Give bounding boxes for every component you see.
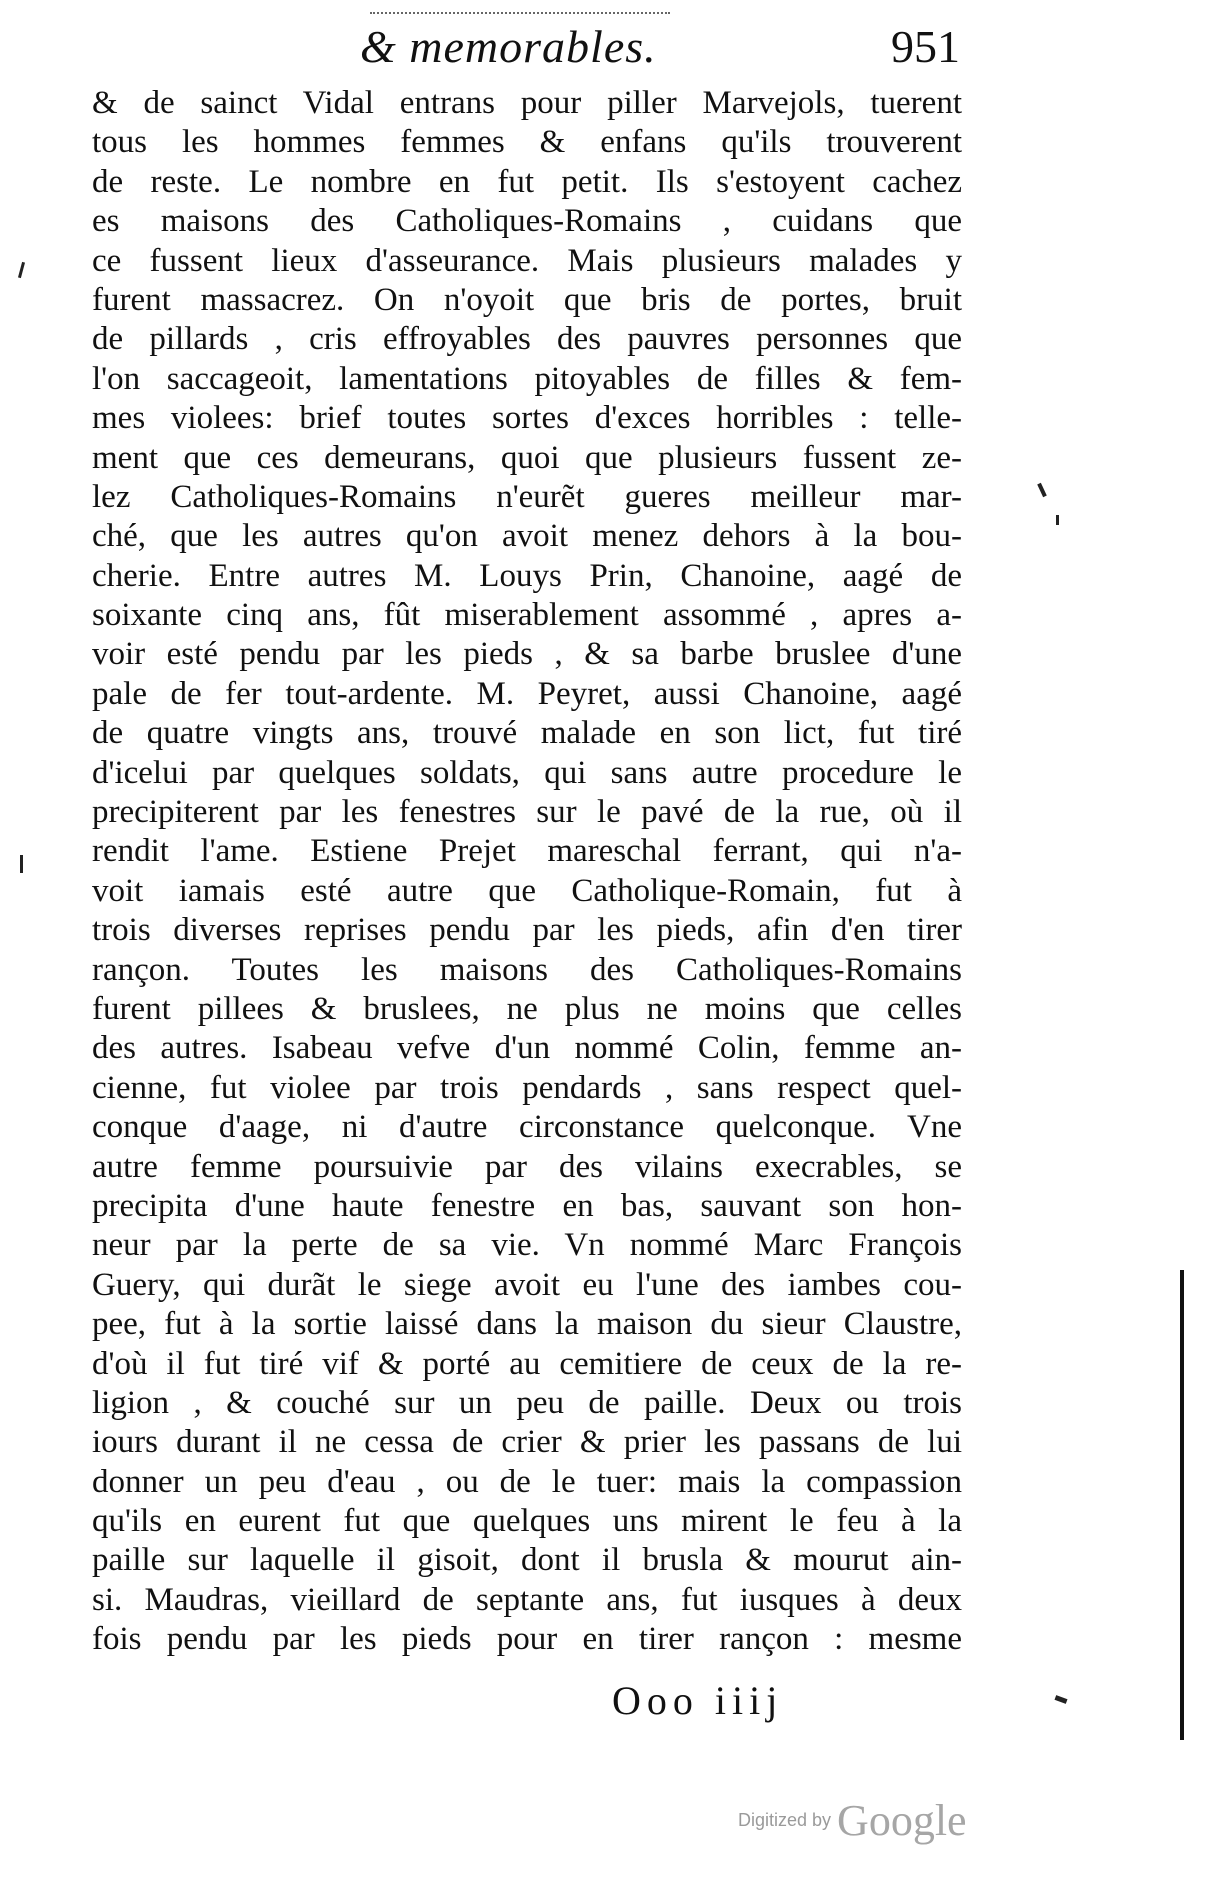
watermark-prefix: Digitized by (738, 1810, 832, 1830)
text-line: de quatre vingts ans, trouvé malade en son lict, fut tiré (92, 715, 962, 752)
text-line: precipita d'une haute fenestre en bas, sauvant son hon- (92, 1187, 962, 1224)
ink-speck (20, 855, 23, 873)
page-edge-shadow (1180, 1270, 1184, 1740)
text-line: des autres. Isabeau vefve d'un nommé Colin, femme an- (92, 1030, 962, 1067)
text-line: neur par la perte de sa vie. Vn nommé Marc François (92, 1227, 962, 1264)
text-line: fois pendu par les pieds pour en tirer rançon : mesme (92, 1621, 962, 1658)
text-line: ligion , & couché sur un peu de paille. Deux ou trois (92, 1384, 962, 1421)
text-line: pee, fut à la sortie laissé dans la maison du sieur Claustre, (92, 1306, 962, 1343)
text-line: voit iamais esté autre que Catholique-Romain, fut à (92, 872, 962, 909)
header-rule (370, 12, 670, 14)
running-head: & memorables. (360, 21, 657, 72)
text-line: rançon. Toutes les maisons des Catholiques-Romains (92, 951, 962, 988)
text-line: rendit l'ame. Estiene Prejet mareschal ferrant, qui n'a- (92, 833, 962, 870)
text-line: pale de fer tout-ardente. M. Peyret, aussi Chanoine, aagé (92, 675, 962, 712)
text-line: ce fussent lieux d'asseurance. Mais plusieurs malades y (92, 242, 962, 279)
signature-mark: Ooo iiij (612, 1678, 784, 1723)
text-line: donner un peu d'eau , ou de le tuer: mais la compassion (92, 1463, 962, 1500)
digitized-watermark (738, 1795, 967, 1846)
text-line: precipiterent par les fenestres sur le pavé de la rue, où il (92, 794, 962, 831)
text-line: iours durant il ne cessa de crier & prier les passans de lui (92, 1424, 962, 1461)
text-line: de reste. Le nombre en fut petit. Ils s'estoyent cachez (92, 163, 962, 200)
text-line: si. Maudras, vieillard de septante ans, fut iusques à deux (92, 1581, 962, 1618)
text-line: conque d'aage, ni d'autre circonstance quelconque. Vne (92, 1109, 962, 1146)
text-line: de pillards , cris effroyables des pauvres personnes que (92, 321, 962, 358)
text-line: furent massacrez. On n'oyoit que bris de portes, bruit (92, 281, 962, 318)
text-line: cienne, fut violee par trois pendards , sans respect quel- (92, 1069, 962, 1106)
ink-speck (1055, 1695, 1068, 1704)
ink-speck (1056, 515, 1059, 525)
ink-speck (1037, 483, 1047, 497)
body-text (92, 84, 962, 1660)
page-header (90, 20, 960, 80)
text-line: ché, que les autres qu'on avoit menez dehors à la bou- (92, 518, 962, 555)
text-line: paille sur laquelle il gisoit, dont il brusla & mourut ain- (92, 1542, 962, 1579)
text-line: d'icelui par quelques soldats, qui sans autre procedure le (92, 754, 962, 791)
text-line: tous les hommes femmes & enfans qu'ils trouverent (92, 124, 962, 161)
text-line: d'où il fut tiré vif & porté au cemitiere de ceux de la re- (92, 1345, 962, 1382)
text-line: Guery, qui durãt le siege avoit eu l'une des iambes cou- (92, 1266, 962, 1303)
text-line: lez Catholiques-Romains n'eurẽt gueres meilleur mar- (92, 478, 962, 515)
text-line: qu'ils en eurent fut que quelques uns mirent le feu à la (92, 1503, 962, 1540)
text-line: cherie. Entre autres M. Louys Prin, Chanoine, aagé de (92, 557, 962, 594)
text-line: es maisons des Catholiques-Romains , cuidans que (92, 203, 962, 240)
ink-speck (18, 262, 25, 278)
google-logo-icon: Google (837, 1796, 967, 1845)
text-line: trois diverses reprises pendu par les pieds, afin d'en tirer (92, 912, 962, 949)
text-line: furent pillees & bruslees, ne plus ne moins que celles (92, 990, 962, 1027)
text-line: l'on saccageoit, lamentations pitoyables de filles & fem- (92, 360, 962, 397)
text-line: ment que ces demeurans, quoi que plusieurs fussent ze- (92, 439, 962, 476)
text-line: & de sainct Vidal entrans pour piller Marvejols, tuerent (92, 85, 962, 121)
page-number: 951 (891, 21, 960, 72)
text-line: mes violees: brief toutes sortes d'exces horribles : telle- (92, 400, 962, 437)
text-line: voir esté pendu par les pieds , & sa barbe bruslee d'une (92, 636, 962, 673)
text-line: autre femme poursuivie par des vilains execrables, se (92, 1148, 962, 1185)
text-line: soixante cinq ans, fût miserablement assommé , apres a- (92, 597, 962, 634)
